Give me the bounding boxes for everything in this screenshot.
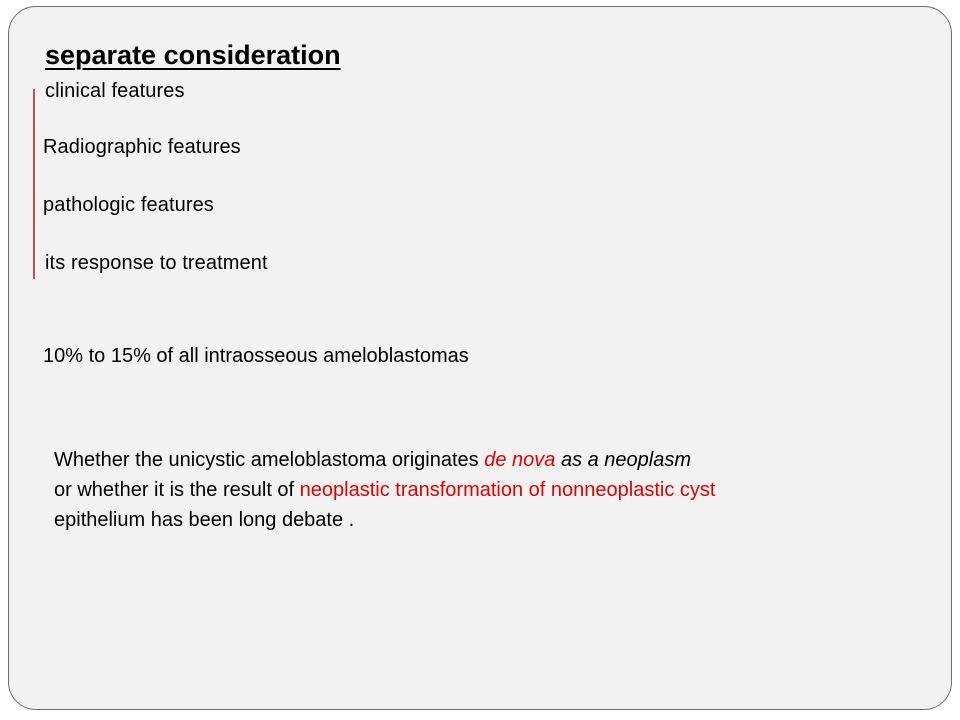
paragraph-line-1-text: Whether the unicystic ameloblastoma originates: [54, 449, 485, 471]
highlight-neoplastic-transformation: neoplastic transformation of nonneoplastic cyst: [299, 479, 716, 501]
feature-pathologic: pathologic features: [43, 194, 214, 216]
paragraph-line-2-text: or whether it is the result of: [54, 479, 300, 501]
paragraph-line-1-italic: as a neoplasm: [555, 449, 692, 471]
accent-vertical-line: [33, 89, 35, 279]
slide-title: separate consideration: [45, 40, 341, 70]
feature-treatment-response: its response to treatment: [45, 252, 268, 274]
feature-radiographic: Radiographic features: [43, 136, 241, 158]
paragraph-line-1: [54, 445, 874, 475]
paragraph-line-3: epithelium has been long debate .: [54, 509, 355, 531]
highlight-de-nova: de nova: [484, 449, 556, 471]
debate-paragraph: [54, 445, 874, 535]
slide: [8, 6, 952, 710]
paragraph-line-2: [54, 475, 874, 505]
statistic-text: 10% to 15% of all intraosseous ameloblastomas: [43, 345, 469, 367]
feature-clinical: clinical features: [45, 80, 185, 102]
